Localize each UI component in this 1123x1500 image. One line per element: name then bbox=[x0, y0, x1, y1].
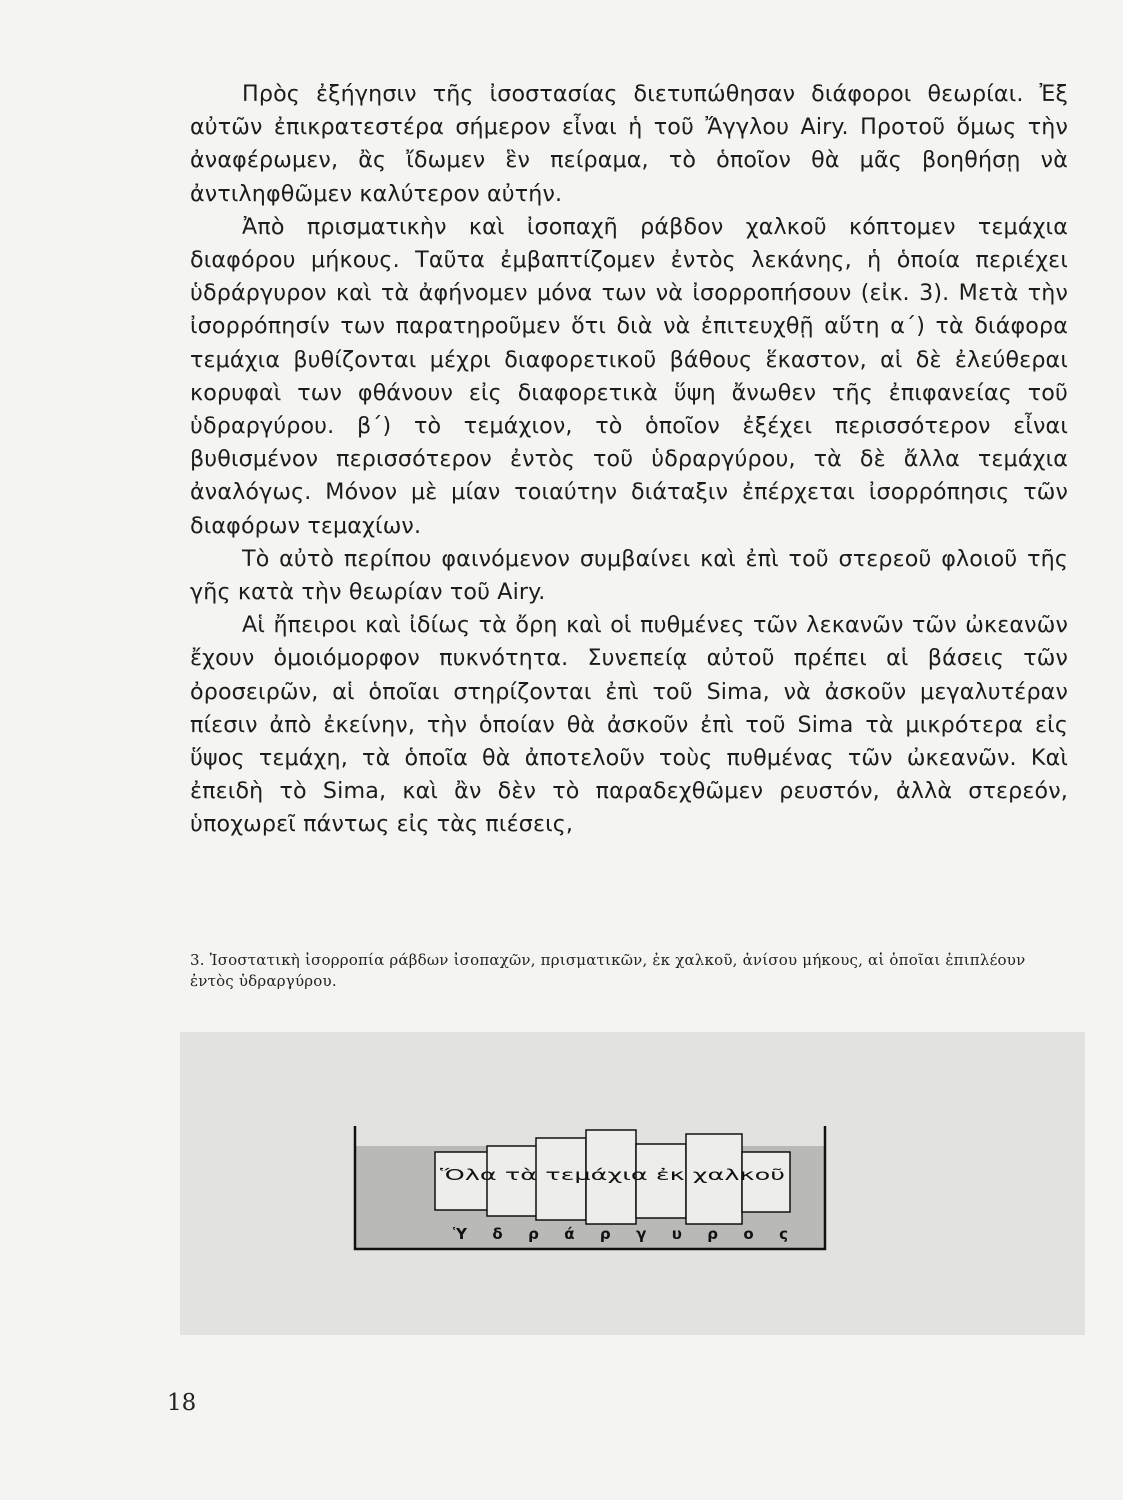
paragraph-1: Πρὸς ἐξήγησιν τῆς ἰσοστασίας διετυπώθησαν διάφοροι θεωρίαι. Ἐξ αὐτῶν ἐπικρατεστέρα σήμερον εἶναι ἡ τοῦ Ἄγγλου Airy. Προτοῦ ὅμως τὴν ἀναφέρωμεν, ἂς ἴδωμεν ἓν πείραμα, τὸ ὁποῖον θὰ μᾶς βοηθήσῃ νὰ ἀντιληφθῶμεν καλύτερον αὐτήν. bbox=[190, 81, 1068, 207]
paragraph-4: Αἱ ἤπειροι καὶ ἰδίως τὰ ὄρη καὶ οἱ πυθμένες τῶν λεκανῶν τῶν ὠκεανῶν ἔχουν ὁμοιόμορφον πυκνότητα. Συνεπείᾳ αὐτοῦ πρέπει αἱ βάσεις τῶν ὀροσειρῶν, αἱ ὁποῖαι στηρίζονται ἐπὶ τοῦ Sima, νὰ ἀσκοῦν μεγαλυτέραν πίεσιν ἀπὸ ἐκείνην, τὴν ὁποίαν θὰ ἀσκοῦν ἐπὶ τοῦ Sima τὰ μικρότερα εἰς ὕψος τεμάχη, τὰ ὁποῖα θὰ ἀποτελοῦν τοὺς πυθμένας τῶν ὠκεανῶν. Καὶ ἐπειδὴ τὸ Sima, καὶ ἂν δὲν τὸ παραδεχθῶμεν ρευστόν, ἀλλὰ στερεόν, ὑποχωρεῖ πάντως εἰς τὰς πιέσεις, bbox=[190, 612, 1068, 838]
liquid-label: Ὑ δ ρ ά ρ γ υ ρ ο ς bbox=[453, 1225, 788, 1243]
body-text bbox=[190, 78, 1068, 842]
blocks-label: Ὅλα τὰ τεμάχια ἐκ χαλκοῦ bbox=[440, 1166, 785, 1184]
paragraph-2: Ἀπὸ πρισματικὴν καὶ ἰσοπαχῆ ράβδον χαλκοῦ κόπτομεν τεμάχια διαφόρου μήκους. Ταῦτα ἐμβαπτίζομεν ἐντὸς λεκάνης, ἡ ὁποία περιέχει ὑδράργυρον καὶ τὰ ἀφήνομεν μόνα των νὰ ἰσορροπήσουν (εἰκ. 3). Μετὰ τὴν ἰσορρόπησίν των παρατηροῦμεν ὅτι διὰ νὰ ἐπιτευχθῇ αὕτη α΄) τὰ διάφορα τεμάχια βυθίζονται μέχρι διαφορετικοῦ βάθους ἕκαστον, αἱ δὲ ἐλεύθεραι κορυφαὶ των φθάνουν εἰς διαφορετικὰ ὕψη ἄνωθεν τῆς ἐπιφανείας τοῦ ὑδραργύρου. β΄) τὸ τεμάχιον, τὸ ὁποῖον ἐξέχει περισσότερον εἶναι βυθισμένον περισσότερον ἐντὸς τοῦ ὑδραργύρου, τὰ δὲ ἄλλα τεμάχια ἀναλόγως. Μόνον μὲ μίαν τοιαύτην διάταξιν ἐπέρχεται ἰσορρόπησις τῶν διαφόρων τεμαχίων. bbox=[190, 213, 1068, 539]
caption-text: 3. Ἰσοστατικὴ ἰσορροπία ράβδων ἰσοπαχῶν, πρισματικῶν, ἐκ χαλκοῦ, ἀνίσου μήκους, αἱ ὁποῖαι ἐπιπλέουν ἐντὸς ὑδραργύρου. bbox=[190, 951, 1026, 990]
page-number: 18 bbox=[167, 1390, 197, 1416]
isostasy-figure bbox=[340, 1116, 840, 1266]
figure-caption bbox=[190, 950, 1068, 992]
paragraph-3: Τὸ αὐτὸ περίπου φαινόμενον συμβαίνει καὶ ἐπὶ τοῦ στερεοῦ φλοιοῦ τῆς γῆς κατὰ τὴν θεωρίαν τοῦ Airy. bbox=[190, 545, 1068, 606]
